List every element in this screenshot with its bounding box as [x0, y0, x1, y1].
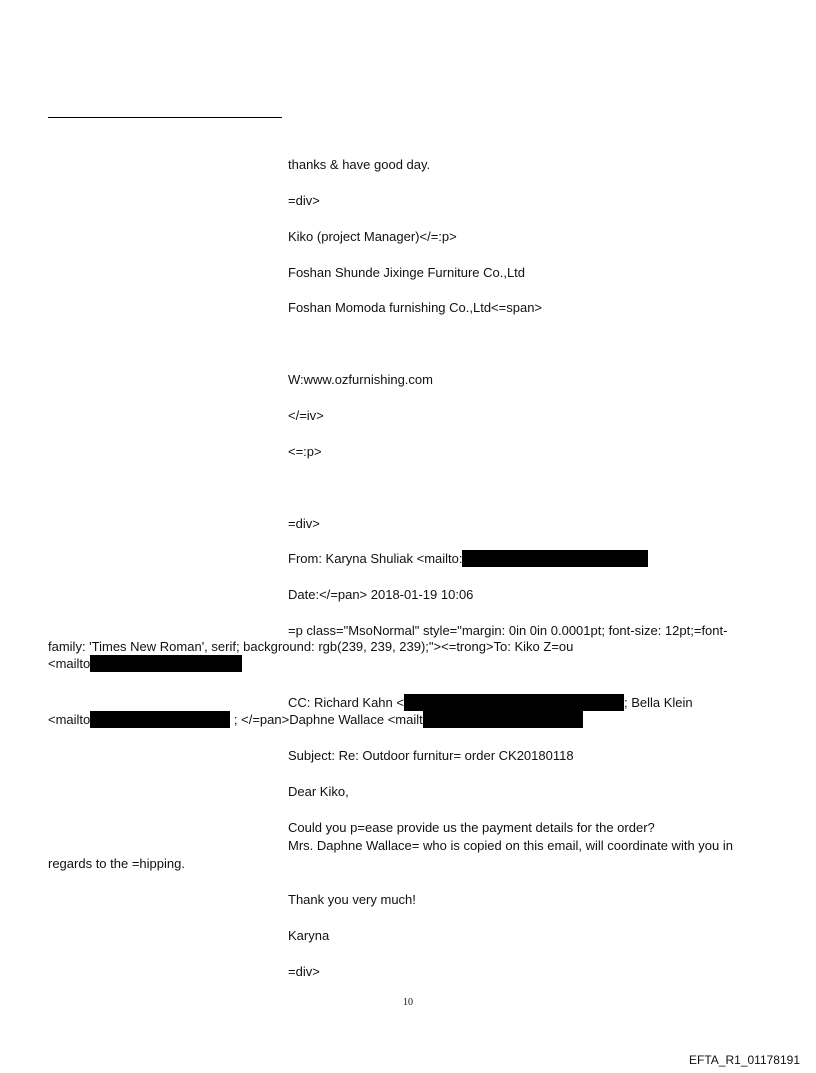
from-label: From: Karyna Shuliak <mailto:	[288, 551, 463, 566]
body-line: regards to the =hipping.	[48, 856, 185, 871]
body-line: Mrs. Daphne Wallace= who is copied on this email, will coordinate with you in	[288, 838, 733, 853]
redaction-block	[423, 711, 583, 728]
mailto-label: <mailto	[48, 712, 91, 727]
markup-line: </=iv>	[288, 408, 324, 423]
greeting-line: Dear Kiko,	[288, 784, 349, 799]
body-line: Could you p=ease provide us the payment details for the order?	[288, 820, 655, 835]
markup-line: =div>	[288, 964, 320, 979]
to-mailto-line	[48, 655, 242, 672]
markup-line: =div>	[288, 516, 320, 531]
thanks-line: Thank you very much!	[288, 892, 416, 907]
mailto-label: <mailto	[48, 656, 91, 671]
style-markup-line: =p class="MsoNormal" style="margin: 0in 0in 0.0001pt; font-size: 12pt;=font-	[288, 623, 728, 638]
header-rule	[48, 117, 282, 118]
page-number: 10	[403, 997, 413, 1008]
bates-number: EFTA_R1_01178191	[689, 1053, 800, 1067]
from-line	[288, 550, 648, 567]
closing-line: thanks & have good day.	[288, 157, 431, 172]
company-name: Foshan Shunde Jixinge Furniture Co.,Ltd	[288, 265, 526, 280]
date-line: Date:</=pan> 2018-01-19 10:06	[288, 587, 474, 602]
style-markup-line: family: 'Times New Roman', serif; background: rgb(239, 239, 239);"><=trong>To: Kiko Z=ou	[48, 639, 574, 654]
cc-line-continued	[48, 711, 583, 728]
redaction-block	[90, 655, 242, 672]
cc-recipient: ; Bella Klein	[623, 695, 693, 710]
company-name: Foshan Momoda furnishing Co.,Ltd<=span>	[288, 300, 543, 315]
redaction-block	[462, 550, 648, 567]
website-line: W:www.ozfurnishing.com	[288, 372, 433, 387]
markup-line: <=:p>	[288, 444, 322, 459]
cc-recipient: ; </=pan>Daphne Wallace <mailt	[230, 712, 423, 727]
cc-line	[288, 694, 693, 711]
signature-line: Karyna	[288, 928, 330, 943]
signature-name: Kiko (project Manager)</=:p>	[288, 229, 457, 244]
redaction-block	[90, 711, 230, 728]
redaction-block	[404, 694, 624, 711]
markup-line: =div>	[288, 193, 320, 208]
subject-line: Subject: Re: Outdoor furnitur= order CK20180118	[288, 748, 574, 763]
cc-label: CC: Richard Kahn <	[288, 695, 404, 710]
